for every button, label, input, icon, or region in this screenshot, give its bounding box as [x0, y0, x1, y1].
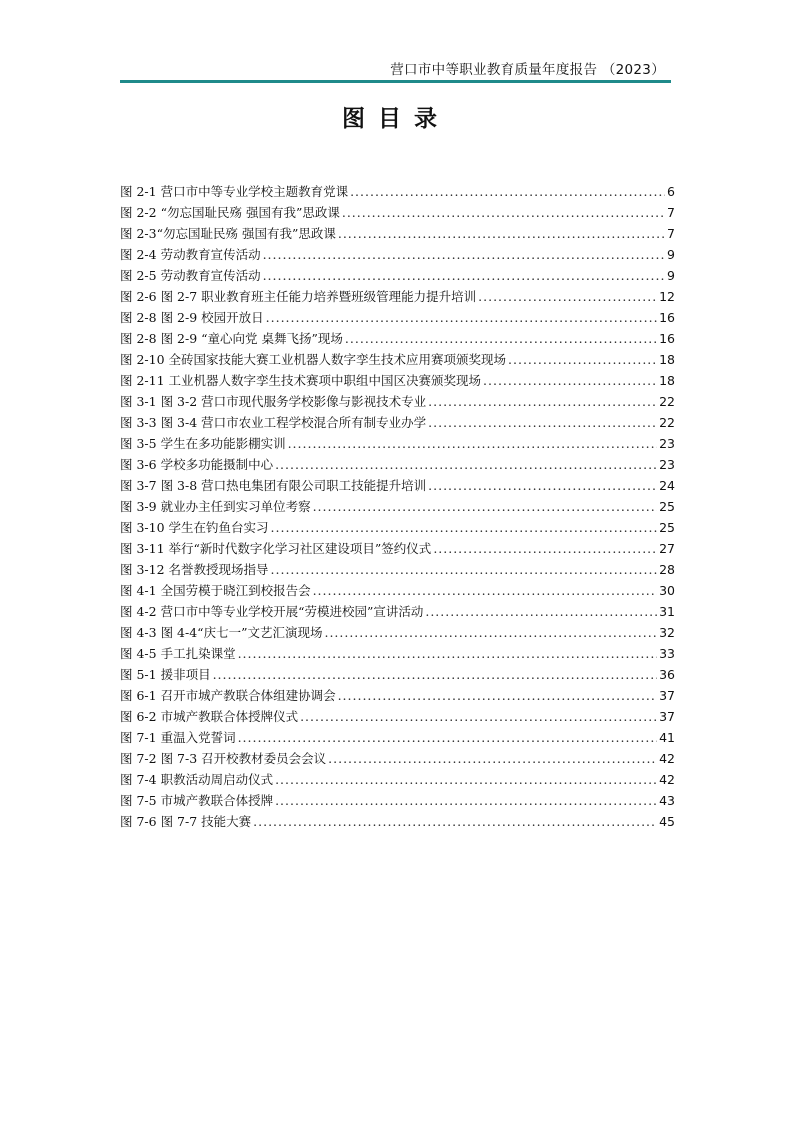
- toc-leader-dots: [263, 244, 665, 265]
- toc-entry-label: 图 3-9 就业办主任到实习单位考察: [120, 499, 311, 514]
- toc-entry-label: 图 2-5 劳动教育宣传活动: [120, 268, 261, 283]
- toc-entry-label: 图 2-6 图 2-7 职业教育班主任能力培养暨班级管理能力提升培训: [120, 289, 477, 304]
- toc-entry[interactable]: [120, 748, 675, 769]
- toc-entry[interactable]: [120, 433, 675, 454]
- toc-entry[interactable]: [120, 727, 675, 748]
- toc-entry-label: 图 2-3“勿忘国耻民殇 强国有我”思政课: [120, 226, 336, 241]
- toc-entry-page: 36: [659, 667, 675, 682]
- toc-entry[interactable]: [120, 391, 675, 412]
- toc-entry[interactable]: [120, 370, 675, 391]
- toc-entry-page: 32: [659, 625, 675, 640]
- toc-entry-label: 图 5-1 援非项目: [120, 667, 211, 682]
- toc-leader-dots: [313, 580, 658, 601]
- toc-entry-label: 图 7-1 重温入党誓词: [120, 730, 236, 745]
- toc-leader-dots: [328, 748, 657, 769]
- toc-leader-dots: [213, 664, 658, 685]
- toc-entry-label: 图 4-1 全国劳模于晓江到校报告会: [120, 583, 311, 598]
- toc-entry-label: 图 3-11 举行“新时代数字化学习社区建设项目”签约仪式: [120, 541, 432, 556]
- toc-entry[interactable]: [120, 181, 675, 202]
- header-divider: [120, 80, 671, 83]
- toc-entry[interactable]: [120, 538, 675, 559]
- toc-entry-page: 16: [659, 331, 675, 346]
- page-title: 图目录: [342, 105, 450, 132]
- toc-entry-page: 9: [667, 268, 675, 283]
- toc-entry-label: 图 3-6 学校多功能摄制中心: [120, 457, 274, 472]
- toc-entry[interactable]: [120, 286, 675, 307]
- toc-leader-dots: [288, 433, 658, 454]
- toc-entry-page: 28: [659, 562, 675, 577]
- toc-leader-dots: [433, 538, 657, 559]
- toc-leader-dots: [253, 811, 657, 832]
- toc-entry-page: 18: [659, 352, 675, 367]
- toc-leader-dots: [342, 202, 665, 223]
- toc-entry[interactable]: [120, 496, 675, 517]
- toc-entry[interactable]: [120, 769, 675, 790]
- toc-entry[interactable]: [120, 601, 675, 622]
- toc-entry[interactable]: [120, 580, 675, 601]
- toc-entry[interactable]: [120, 307, 675, 328]
- toc-leader-dots: [508, 349, 657, 370]
- toc-leader-dots: [428, 391, 657, 412]
- toc-entry-label: 图 2-11 工业机器人数字孪生技术赛项中职组中国区决赛颁奖现场: [120, 373, 482, 388]
- toc-leader-dots: [428, 412, 657, 433]
- toc-entry-label: 图 4-3 图 4-4“庆七一”文艺汇演现场: [120, 625, 323, 640]
- toc-entry[interactable]: [120, 202, 675, 223]
- toc-entry-page: 16: [659, 310, 675, 325]
- toc-leader-dots: [425, 601, 657, 622]
- toc-leader-dots: [345, 328, 657, 349]
- toc-entry-label: 图 3-12 名誉教授现场指导: [120, 562, 269, 577]
- toc-entry-page: 31: [659, 604, 675, 619]
- toc-entry-page: 6: [667, 184, 675, 199]
- toc-leader-dots: [275, 790, 657, 811]
- toc-entry-label: 图 2-2 “勿忘国耻民殇 强国有我”思政课: [120, 205, 340, 220]
- toc-entry-label: 图 6-2 市城产教联合体授牌仪式: [120, 709, 299, 724]
- toc-leader-dots: [324, 622, 657, 643]
- toc-entry-page: 41: [659, 730, 675, 745]
- toc-entry-label: 图 3-7 图 3-8 营口热电集团有限公司职工技能提升培训: [120, 478, 427, 493]
- toc-entry[interactable]: [120, 454, 675, 475]
- toc-entry[interactable]: [120, 265, 675, 286]
- toc-leader-dots: [275, 454, 657, 475]
- toc-leader-dots: [338, 223, 665, 244]
- header-title: 营口市中等职业教育质量年度报告 （2023）: [390, 62, 665, 78]
- toc-entry-page: 25: [659, 499, 675, 514]
- toc-entry-label: 图 4-5 手工扎染课堂: [120, 646, 236, 661]
- toc-entry-page: 43: [659, 793, 675, 808]
- toc-entry-page: 37: [659, 709, 675, 724]
- page-header: [120, 58, 671, 80]
- toc-entry-page: 23: [659, 457, 675, 472]
- toc-entry[interactable]: [120, 706, 675, 727]
- toc-entry[interactable]: [120, 475, 675, 496]
- toc-entry[interactable]: [120, 517, 675, 538]
- toc-entry-page: 22: [659, 394, 675, 409]
- toc-entry-page: 18: [659, 373, 675, 388]
- toc-leader-dots: [478, 286, 657, 307]
- toc-entry-page: 24: [659, 478, 675, 493]
- toc-entry-page: 23: [659, 436, 675, 451]
- toc-entry-label: 图 3-5 学生在多功能影棚实训: [120, 436, 286, 451]
- toc-entry[interactable]: [120, 244, 675, 265]
- toc-entry-page: 12: [659, 289, 675, 304]
- toc-leader-dots: [271, 517, 658, 538]
- toc-entry-label: 图 2-8 图 2-9 “童心向党 桌舞飞扬”现场: [120, 331, 343, 346]
- figure-list: [120, 181, 675, 832]
- toc-entry[interactable]: [120, 664, 675, 685]
- toc-leader-dots: [483, 370, 657, 391]
- toc-entry-page: 7: [667, 205, 675, 220]
- toc-leader-dots: [263, 265, 665, 286]
- toc-entry-page: 9: [667, 247, 675, 262]
- toc-entry-label: 图 7-6 图 7-7 技能大赛: [120, 814, 252, 829]
- toc-entry-label: 图 4-2 营口市中等专业学校开展“劳模进校园”宣讲活动: [120, 604, 424, 619]
- toc-entry-page: 7: [667, 226, 675, 241]
- toc-leader-dots: [428, 475, 657, 496]
- toc-entry[interactable]: [120, 349, 675, 370]
- toc-entry-label: 图 7-5 市城产教联合体授牌: [120, 793, 274, 808]
- toc-entry-page: 37: [659, 688, 675, 703]
- toc-entry-label: 图 2-8 图 2-9 校园开放日: [120, 310, 264, 325]
- toc-entry-page: 42: [659, 751, 675, 766]
- toc-leader-dots: [271, 559, 658, 580]
- toc-leader-dots: [238, 643, 658, 664]
- toc-entry-page: 42: [659, 772, 675, 787]
- toc-entry-label: 图 7-2 图 7-3 召开校教材委员会会议: [120, 751, 327, 766]
- toc-entry[interactable]: [120, 685, 675, 706]
- toc-entry[interactable]: [120, 790, 675, 811]
- toc-entry[interactable]: [120, 412, 675, 433]
- toc-entry-label: 图 7-4 职教活动周启动仪式: [120, 772, 274, 787]
- toc-entry[interactable]: [120, 328, 675, 349]
- toc-entry-page: 30: [659, 583, 675, 598]
- toc-entry[interactable]: [120, 622, 675, 643]
- toc-entry-label: 图 3-1 图 3-2 营口市现代服务学校影像与影视技术专业: [120, 394, 427, 409]
- toc-leader-dots: [266, 307, 657, 328]
- toc-entry-page: 33: [659, 646, 675, 661]
- toc-entry-label: 图 3-3 图 3-4 营口市农业工程学校混合所有制专业办学: [120, 415, 427, 430]
- toc-entry-label: 图 2-1 营口市中等专业学校主题教育党课: [120, 184, 349, 199]
- toc-entry-page: 27: [659, 541, 675, 556]
- toc-leader-dots: [313, 496, 658, 517]
- toc-entry[interactable]: [120, 643, 675, 664]
- toc-leader-dots: [238, 727, 658, 748]
- toc-entry-label: 图 2-4 劳动教育宣传活动: [120, 247, 261, 262]
- toc-entry-page: 22: [659, 415, 675, 430]
- toc-entry[interactable]: [120, 559, 675, 580]
- toc-leader-dots: [338, 685, 658, 706]
- toc-entry-page: 45: [659, 814, 675, 829]
- toc-entry[interactable]: [120, 811, 675, 832]
- toc-leader-dots: [350, 181, 665, 202]
- toc-leader-dots: [275, 769, 657, 790]
- toc-entry-label: 图 3-10 学生在钓鱼台实习: [120, 520, 269, 535]
- toc-entry[interactable]: [120, 223, 675, 244]
- toc-leader-dots: [300, 706, 657, 727]
- toc-entry-label: 图 6-1 召开市城产教联合体组建协调会: [120, 688, 336, 703]
- toc-entry-label: 图 2-10 全砖国家技能大赛工业机器人数字孪生技术应用赛项颁奖现场: [120, 352, 507, 367]
- toc-entry-page: 25: [659, 520, 675, 535]
